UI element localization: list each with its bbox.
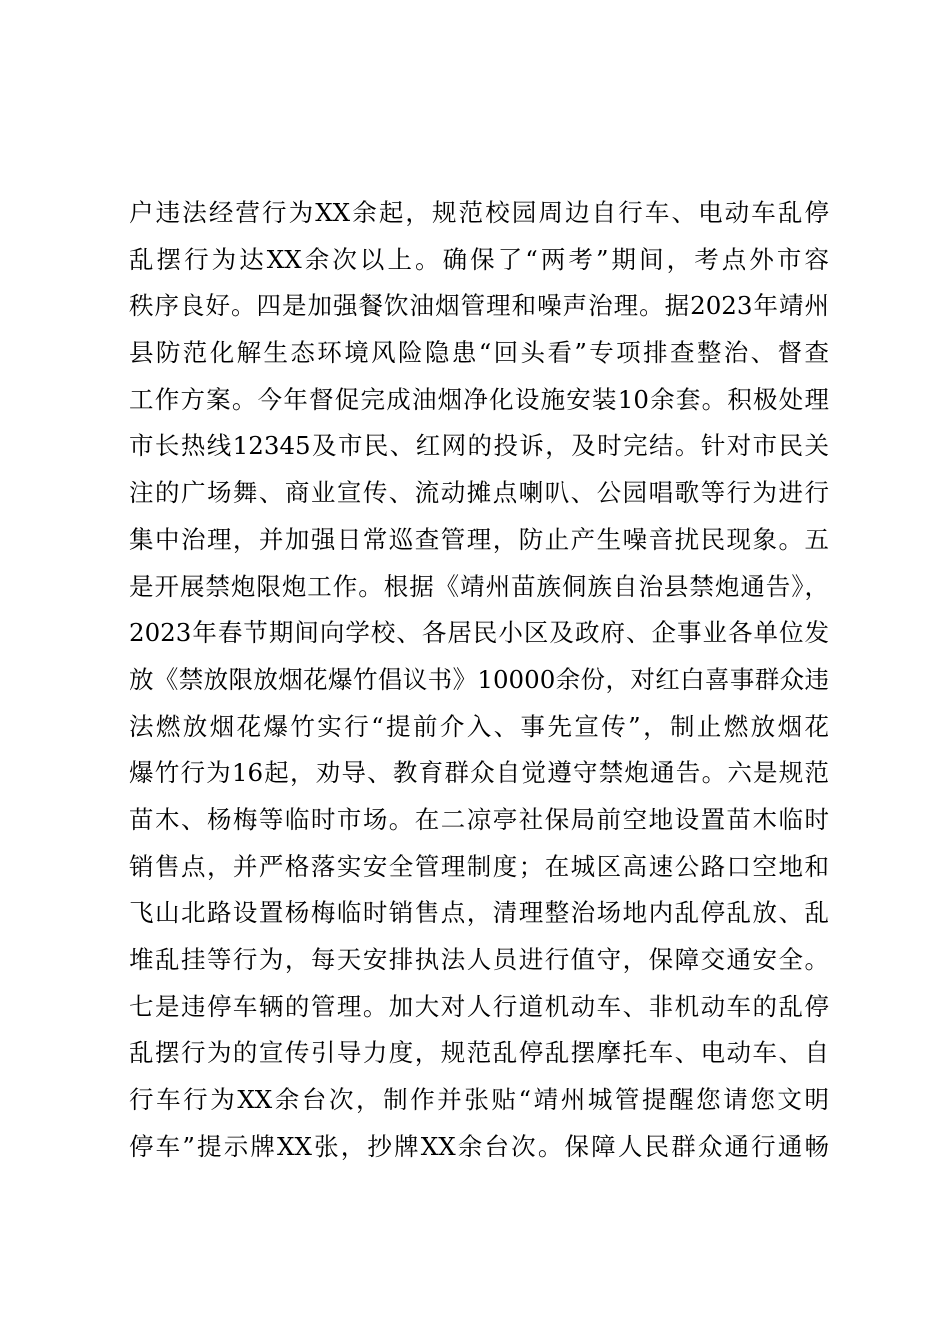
text-line: 县防范化解生态环境风险隐患“回头看”专项排查整治、督查 (129, 338, 829, 368)
text-line: 注的广场舞、商业宣传、流动摊点喇叭、公园唱歌等行为进行 (129, 478, 829, 508)
text-line: 放《禁放限放烟花爆竹倡议书》10000余份，对红白喜事群众违 (129, 664, 829, 694)
text-line: 堆乱挂等行为，每天安排执法人员进行值守，保障交通安全。 (129, 945, 829, 974)
text-line: 销售点，并严格落实安全管理制度；在城区高速公路口空地和 (129, 851, 829, 881)
text-line: 法燃放烟花爆竹实行“提前介入、事先宣传”，制止燃放烟花 (129, 711, 829, 741)
text-line: 行车行为XX余台次，制作并张贴“靖州城管提醒您请您文明 (129, 1085, 829, 1115)
text-line: 乱摆行为达XX余次以上。确保了“两考”期间，考点外市容 (129, 244, 829, 274)
text-line: 停车”提示牌XX张，抄牌XX余台次。保障人民群众通行通畅 (129, 1131, 829, 1161)
text-line: 户违法经营行为XX余起，规范校园周边自行车、电动车乱停 (129, 198, 829, 227)
text-line: 秩序良好。四是加强餐饮油烟管理和噪声治理。据2023年靖州 (129, 291, 829, 321)
text-line: 七是违停车辆的管理。加大对人行道机动车、非机动车的乱停 (129, 991, 829, 1021)
text-line: 飞山北路设置杨梅临时销售点，清理整治场地内乱停乱放、乱 (129, 898, 829, 928)
text-line: 爆竹行为16起，劝导、教育群众自觉遵守禁炮通告。六是规范 (129, 758, 829, 788)
text-line: 是开展禁炮限炮工作。根据《靖州苗族侗族自治县禁炮通告》， (129, 571, 829, 601)
text-line: 2023年春节期间向学校、各居民小区及政府、企事业各单位发 (129, 618, 829, 648)
text-line: 乱摆行为的宣传引导力度，规范乱停乱摆摩托车、电动车、自 (129, 1038, 829, 1068)
text-line: 集中治理，并加强日常巡查管理，防止产生噪音扰民现象。五 (129, 524, 829, 554)
text-line: 市长热线12345及市民、红网的投诉，及时完结。针对市民关 (129, 431, 829, 461)
text-line: 苗木、杨梅等临时市场。在二凉亭社保局前空地设置苗木临时 (129, 804, 829, 834)
body-paragraph (129, 190, 829, 1170)
text-line: 工作方案。今年督促完成油烟净化设施安装10余套。积极处理 (129, 384, 829, 414)
